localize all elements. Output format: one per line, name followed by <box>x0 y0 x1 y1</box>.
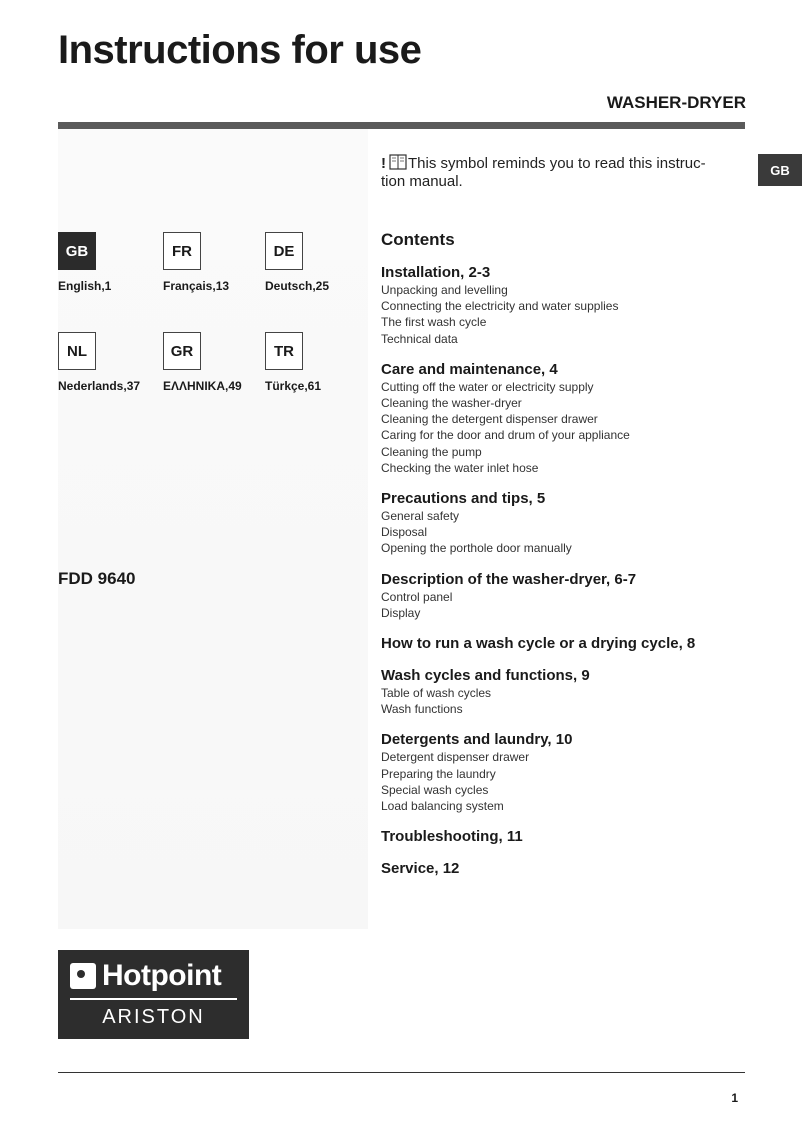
contents-heading: Contents <box>381 230 455 249</box>
toc-item[interactable]: Unpacking and levelling <box>381 283 508 297</box>
toc-item[interactable]: The first wash cycle <box>381 315 487 330</box>
toc-section-title[interactable]: Service, 12 <box>381 860 460 878</box>
toc-item[interactable]: Caring for the door and drum of your appliance <box>381 428 630 443</box>
book-icon <box>389 154 407 170</box>
toc-section-title[interactable]: Detergents and laundry, 10 <box>381 731 573 749</box>
toc-item[interactable]: Table of wash cycles <box>381 686 492 701</box>
product-type: WASHER-DRYER <box>606 93 746 112</box>
toc-item[interactable]: General safety <box>381 509 460 524</box>
toc-item[interactable]: Cleaning the washer-dryer <box>381 396 522 411</box>
language-tr[interactable] <box>265 332 365 393</box>
logo-top-row <box>70 960 221 992</box>
toc-section <box>381 264 761 347</box>
language-label: English,1 <box>58 279 112 293</box>
toc-item[interactable]: Display <box>381 605 421 620</box>
toc-item[interactable]: Special wash cycles <box>381 782 489 797</box>
toc-section-title[interactable]: Installation, 2-3 <box>381 264 491 281</box>
toc-item[interactable]: Technical data <box>381 331 458 346</box>
notice-text: This symbol reminds you to read this instruc-tion manual. <box>381 155 706 190</box>
toc-section <box>381 828 761 846</box>
language-nl[interactable] <box>58 332 158 393</box>
footer-divider <box>58 1072 745 1073</box>
table-of-contents <box>381 230 761 892</box>
language-fr[interactable] <box>163 232 263 293</box>
logo-divider <box>70 998 237 1000</box>
logo-brand-name: Hotpoint <box>102 959 222 992</box>
notice-mark: ! <box>381 155 386 172</box>
toc-item[interactable]: Wash functions <box>381 702 463 717</box>
logo-sub-brand: ARISTON <box>102 1006 205 1028</box>
logo-mark-icon <box>70 963 96 989</box>
toc-item[interactable]: Connecting the electricity and water supplies <box>381 299 619 314</box>
toc-item[interactable]: Preparing the laundry <box>381 766 496 781</box>
toc-item[interactable]: Cleaning the detergent dispenser drawer <box>381 412 598 427</box>
language-code-box: DE <box>265 232 303 270</box>
toc-item[interactable]: Cleaning the pump <box>381 444 482 459</box>
toc-item[interactable]: Load balancing system <box>381 799 504 814</box>
toc-section-title[interactable]: Troubleshooting, 11 <box>381 828 523 846</box>
language-side-tab: GB <box>758 154 802 186</box>
toc-item[interactable]: Disposal <box>381 525 428 540</box>
language-label: Deutsch,25 <box>265 279 330 293</box>
toc-section-title[interactable]: Wash cycles and functions, 9 <box>381 667 590 685</box>
toc-item[interactable]: Checking the water inlet hose <box>381 460 539 475</box>
language-label: Nederlands,37 <box>58 379 141 393</box>
toc-item[interactable]: Opening the porthole door manually <box>381 541 572 556</box>
language-code-box: GR <box>163 332 201 370</box>
language-label: Français,13 <box>163 279 230 293</box>
toc-section <box>381 731 761 814</box>
toc-section-title[interactable]: How to run a wash cycle or a drying cycle, 8 <box>381 635 696 653</box>
toc-section <box>381 635 761 653</box>
language-code-box: NL <box>58 332 96 370</box>
model-number: FDD 9640 <box>58 569 136 588</box>
toc-section-title[interactable]: Description of the washer-dryer, 6-7 <box>381 570 637 588</box>
brand-logo <box>58 950 249 1039</box>
language-gr[interactable] <box>163 332 263 393</box>
toc-section <box>381 667 761 717</box>
language-label: ΕΛΛΗΝΙΚΑ,49 <box>163 379 242 393</box>
toc-section-title[interactable]: Precautions and tips, 5 <box>381 490 546 508</box>
language-code-box: FR <box>163 232 201 270</box>
toc-item[interactable]: Cutting off the water or electricity supply <box>381 379 594 394</box>
header-divider-bar <box>58 122 745 129</box>
language-gb[interactable] <box>58 232 158 293</box>
document-title: Instructions for use <box>58 28 422 72</box>
toc-item[interactable]: Control panel <box>381 589 453 604</box>
page-number: 1 <box>731 1091 738 1105</box>
notice <box>381 154 726 191</box>
toc-section <box>381 571 761 621</box>
toc-section <box>381 860 761 878</box>
toc-item[interactable]: Detergent dispenser drawer <box>381 750 530 765</box>
language-code-box: GB <box>58 232 96 270</box>
toc-section <box>381 490 761 557</box>
language-code-box: TR <box>265 332 303 370</box>
toc-section-title[interactable]: Care and maintenance, 4 <box>381 360 558 378</box>
toc-section <box>381 361 761 476</box>
language-de[interactable] <box>265 232 365 293</box>
language-label: Türkçe,61 <box>265 379 322 393</box>
